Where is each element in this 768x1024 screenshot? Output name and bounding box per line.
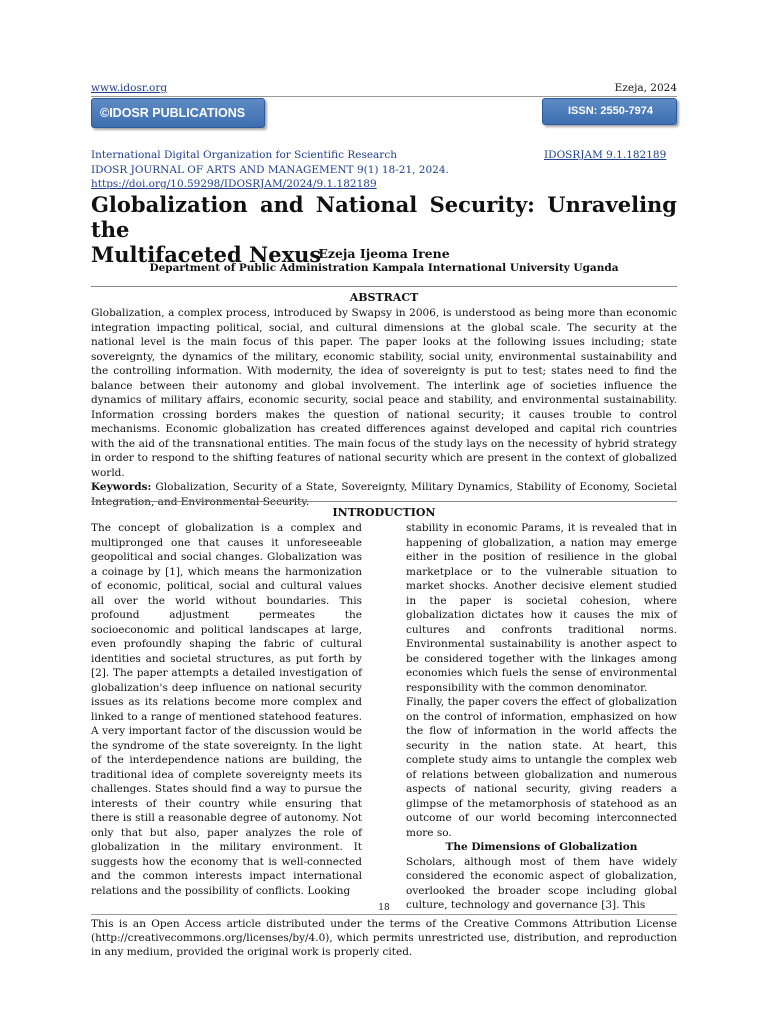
introduction-right-paragraph-2: Finally, the paper covers the effect of globalization on the control of information, emphasized on how the flow of information in the world affects the security in the nation state. At heart, this complete study aims to untangle the complex web of relations between globalization and numerous aspects of national security, giving readers a glimpse of the metamorphosis of statehood as an outcome of our world becoming interconnected more so. [406, 696, 677, 839]
header-rule [91, 96, 677, 97]
issn-label: ISSN: 2550-7974 [568, 105, 653, 117]
article-title-line1: Globalization and National Security: Unraveling the [91, 192, 677, 242]
abstract-section [91, 306, 677, 509]
abstract-heading: ABSTRACT [349, 291, 419, 304]
author-affiliation: Department of Public Administration Kampala International University Uganda [149, 262, 619, 274]
introduction-left-text: The concept of globalization is a complex and multipronged one that causes it unforeseeable geopolitical and social changes. Globalization was a coinage by [1], which means the harmonization of economic, political, social and cultural values all over the world without boundaries. This profound adjustment permeates the socioeconomic and political landscapes at large, even profoundly shaping the fabric of cultural identities and societal structures, as put forth by [2]. The paper attempts a detailed investigation of globalization's deep influence on national security issues as its relations become more complex and linked to a range of mentioned statehood features. A very important factor of the discussion would be the syndrome of the state sovereignty. In the light of the interdependence nations are building, the traditional idea of complete sovereignty meets its challenges. States should find a way to pursue the interests of their country while ensuring that there is still a reasonable degree of autonomy. Not only that but also, paper analyzes the role of globalization in the military environment. It suggests how the economy that is well-connected and the common interests impact international relations and the possibility of conflicts. Looking [91, 522, 362, 897]
author-year: Ezeja, 2024 [614, 82, 677, 94]
issn-badge [542, 98, 677, 125]
introduction-right-paragraph-3: Scholars, although most of them have widely considered the economic aspect of globalization, overlooked the broader scope including global culture, technology and governance [3]. This [406, 855, 677, 911]
license-text: This is an Open Access article distributed under the terms of the Creative Commons Attribution License (http://creativecommons.org/licenses/by/4.0), which permits unrestricted use, distribution, and reproduction in any medium, provided the original work is properly cited. [91, 918, 677, 958]
article-title-line2: Multifaceted Nexus [91, 242, 322, 267]
journal-line: IDOSR JOURNAL OF ARTS AND MANAGEMENT 9(1) 18-21, 2024. [91, 164, 449, 176]
author-name: Ezeja Ijeoma Irene [318, 246, 450, 261]
organization-name: International Digital Organization for Scientific Research [91, 149, 397, 161]
keywords-text: Globalization, Security of a State, Sovereignty, Military Dynamics, Stability of Economy, Societal Integration, and Environmental Security. [91, 481, 677, 508]
abstract-top-rule [91, 286, 677, 287]
journal-code[interactable]: IDOSRJAM 9.1.182189 [544, 149, 667, 161]
publisher-label: ©IDOSR PUBLICATIONS [100, 106, 246, 120]
keywords-label: Keywords: [91, 481, 152, 493]
page-number: 18 [378, 903, 390, 913]
keywords-paragraph [91, 480, 677, 509]
license-note [91, 917, 677, 959]
footer-rule [91, 914, 677, 915]
introduction-left-column [91, 521, 362, 898]
abstract-bottom-rule [91, 501, 677, 502]
abstract-body: Globalization, a complex process, introduced by Swapsy in 2006, is understood as being more than economic integration impacting political, social, and cultural dimensions at the global scale. The security at the national level is the main focus of this paper. The paper looks at the following issues including; state sovereignty, the dynamics of the military, economic stability, social unity, environmental sustainability and the controlling information. With modernity, the idea of sovereignty is put to test; states need to find the balance between their autonomy and global involvement. The interlink age of societies influence the dynamics of military affairs, economic security, social peace and stability, and environmental sustainability. Information crossing borders makes the question of national security; it causes trouble to control mechanisms. Economic globalization has created differences against developed and capital rich countries with the aid of the transnational entities. The main focus of the study lays on the necessity of hybrid strategy in order to respond to the shifting features of national security which are present in the context of globalized world. [91, 307, 677, 479]
website-link[interactable]: www.idosr.org [91, 82, 168, 94]
publisher-badge [91, 98, 265, 128]
introduction-right-column [406, 521, 677, 913]
doi-link[interactable]: https://doi.org/10.59298/IDOSRJAM/2024/9.1.182189 [91, 178, 377, 190]
introduction-right-paragraph-1: stability in economic Params, it is revealed that in happening of globalization, a nation may emerge either in the position of resilience in the global marketplace or to the vulnerable situation to market shocks. Another decisive element studied in the paper is societal cohesion, where globalization dictates how it causes the mix of cultures and confronts traditional norms. Environmental sustainability is another aspect to be considered together with the linkages among economies which fuels the sense of environmental responsibility with the common denominator. [406, 522, 677, 694]
section-subheading: The Dimensions of Globalization [445, 841, 638, 853]
introduction-heading: INTRODUCTION [332, 506, 436, 519]
